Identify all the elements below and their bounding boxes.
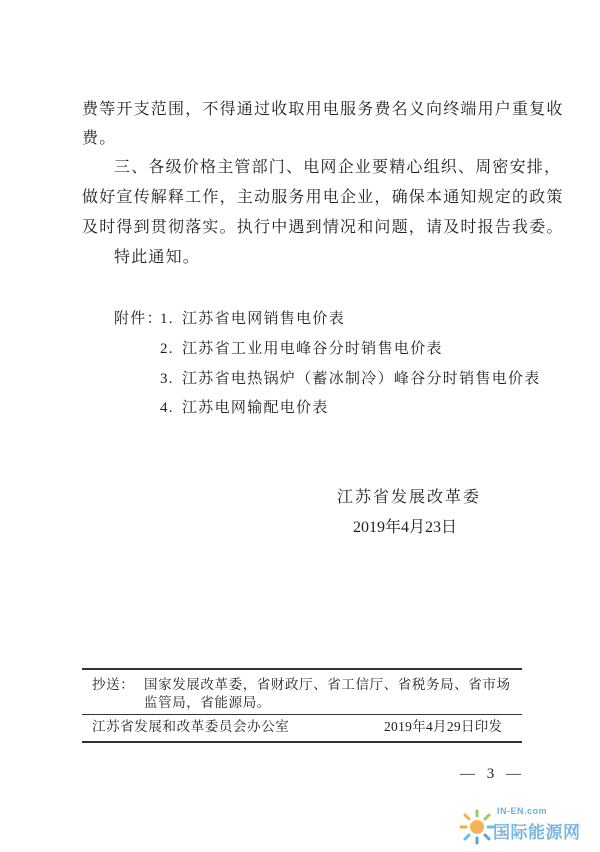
attachment-title: 江苏省工业用电峰谷分时销售电价表 <box>182 339 443 357</box>
paragraph-line-1: 费等开支范围，不得通过收取用电服务费名义向终端用户重复收 <box>82 99 564 118</box>
cc-line-2: 监管局，省能源局。 <box>144 695 271 711</box>
attachment-title: 江苏电网输配电价表 <box>182 398 329 416</box>
attachment-item-4 <box>160 397 329 418</box>
attachment-item-3 <box>160 368 541 389</box>
page-number: — 3 — <box>460 766 525 782</box>
signature-date: 2019年4月23日 <box>353 519 458 536</box>
item3-line-3: 及时得到贯彻落实。执行中遇到情况和问题，请及时报告我委。 <box>82 217 564 236</box>
issue-date: 2019年4月29日印发 <box>384 719 503 734</box>
paragraph-line-2: 费。 <box>82 128 117 147</box>
attachment-num: 1. <box>160 311 174 327</box>
attachment-num: 4. <box>160 400 174 416</box>
attachment-item-1 <box>160 308 345 329</box>
signature-org: 江苏省发展改革委 <box>337 487 482 506</box>
watermark-name: 国际能源网 <box>493 823 581 843</box>
attachment-num: 2. <box>160 341 174 357</box>
cc-line-1: 国家发展改革委，省财政厅、省工信厅、省税务局、省市场 <box>144 677 511 693</box>
footer-top-rule <box>82 668 522 670</box>
footer-middle-rule <box>82 714 522 715</box>
attachment-num: 3. <box>160 371 174 387</box>
watermark-logo <box>455 800 600 848</box>
issuer-name: 江苏省发展和改革委员会办公室 <box>92 719 290 735</box>
cc-label: 抄送： <box>92 677 135 693</box>
attachments-label: 附件： <box>114 309 163 327</box>
attachment-title: 江苏省电热锅炉（蓄冰制冷）峰谷分时销售电价表 <box>182 369 541 387</box>
item3-line-2: 做好宣传解释工作，主动服务用电企业，确保本通知规定的政策 <box>82 187 564 206</box>
watermark-domain: IN-EN.com <box>497 806 548 816</box>
footer-bottom-rule <box>82 741 522 743</box>
item3-line-1: 三、各级价格主管部门、电网企业要精心组织、周密安排， <box>114 157 562 176</box>
closing-text: 特此通知。 <box>114 247 201 266</box>
attachment-title: 江苏省电网销售电价表 <box>182 309 346 327</box>
attachment-item-2 <box>160 338 443 359</box>
